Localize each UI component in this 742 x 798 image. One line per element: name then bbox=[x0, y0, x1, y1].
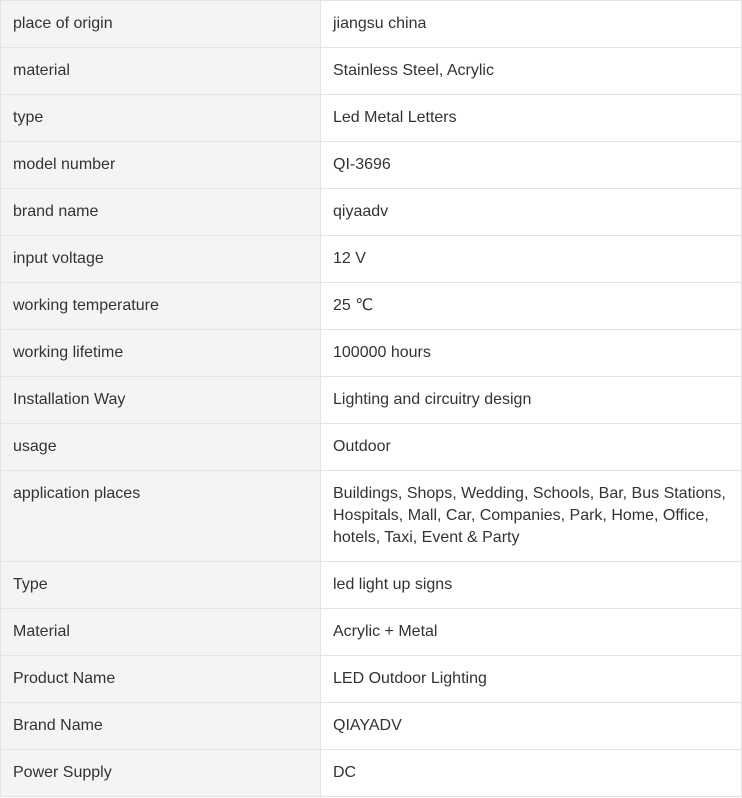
spec-table-body bbox=[1, 1, 742, 797]
table-row bbox=[1, 142, 742, 189]
spec-value: 12 V bbox=[321, 236, 742, 283]
spec-key: Power Supply bbox=[1, 750, 321, 797]
spec-value: Acrylic + Metal bbox=[321, 609, 742, 656]
spec-key: model number bbox=[1, 142, 321, 189]
spec-value: Outdoor bbox=[321, 424, 742, 471]
spec-key: application places bbox=[1, 471, 321, 562]
spec-value: Buildings, Shops, Wedding, Schools, Bar, Bus Stations, Hospitals, Mall, Car, Companies, Park, Home, Office, hotels, Taxi, Event & Party bbox=[321, 471, 742, 562]
table-row bbox=[1, 377, 742, 424]
spec-value: QIAYADV bbox=[321, 703, 742, 750]
spec-value: DC bbox=[321, 750, 742, 797]
spec-key: working temperature bbox=[1, 283, 321, 330]
table-row bbox=[1, 471, 742, 562]
table-row bbox=[1, 95, 742, 142]
spec-key: usage bbox=[1, 424, 321, 471]
table-row bbox=[1, 609, 742, 656]
spec-key: brand name bbox=[1, 189, 321, 236]
table-row bbox=[1, 656, 742, 703]
spec-key: Type bbox=[1, 562, 321, 609]
table-row bbox=[1, 330, 742, 377]
spec-value: LED Outdoor Lighting bbox=[321, 656, 742, 703]
spec-key: type bbox=[1, 95, 321, 142]
spec-value: 100000 hours bbox=[321, 330, 742, 377]
spec-value: 25 ℃ bbox=[321, 283, 742, 330]
spec-key: Material bbox=[1, 609, 321, 656]
table-row bbox=[1, 703, 742, 750]
table-row bbox=[1, 236, 742, 283]
table-row bbox=[1, 1, 742, 48]
table-row bbox=[1, 750, 742, 797]
table-row bbox=[1, 189, 742, 236]
table-row bbox=[1, 48, 742, 95]
spec-value: jiangsu china bbox=[321, 1, 742, 48]
spec-value: QI-3696 bbox=[321, 142, 742, 189]
spec-value: Lighting and circuitry design bbox=[321, 377, 742, 424]
spec-key: working lifetime bbox=[1, 330, 321, 377]
spec-key: place of origin bbox=[1, 1, 321, 48]
spec-key: Product Name bbox=[1, 656, 321, 703]
spec-value: led light up signs bbox=[321, 562, 742, 609]
spec-key: input voltage bbox=[1, 236, 321, 283]
table-row bbox=[1, 562, 742, 609]
spec-value: Led Metal Letters bbox=[321, 95, 742, 142]
spec-key: Brand Name bbox=[1, 703, 321, 750]
spec-value: Stainless Steel, Acrylic bbox=[321, 48, 742, 95]
spec-value: qiyaadv bbox=[321, 189, 742, 236]
table-row bbox=[1, 424, 742, 471]
table-row bbox=[1, 283, 742, 330]
spec-key: material bbox=[1, 48, 321, 95]
spec-key: Installation Way bbox=[1, 377, 321, 424]
